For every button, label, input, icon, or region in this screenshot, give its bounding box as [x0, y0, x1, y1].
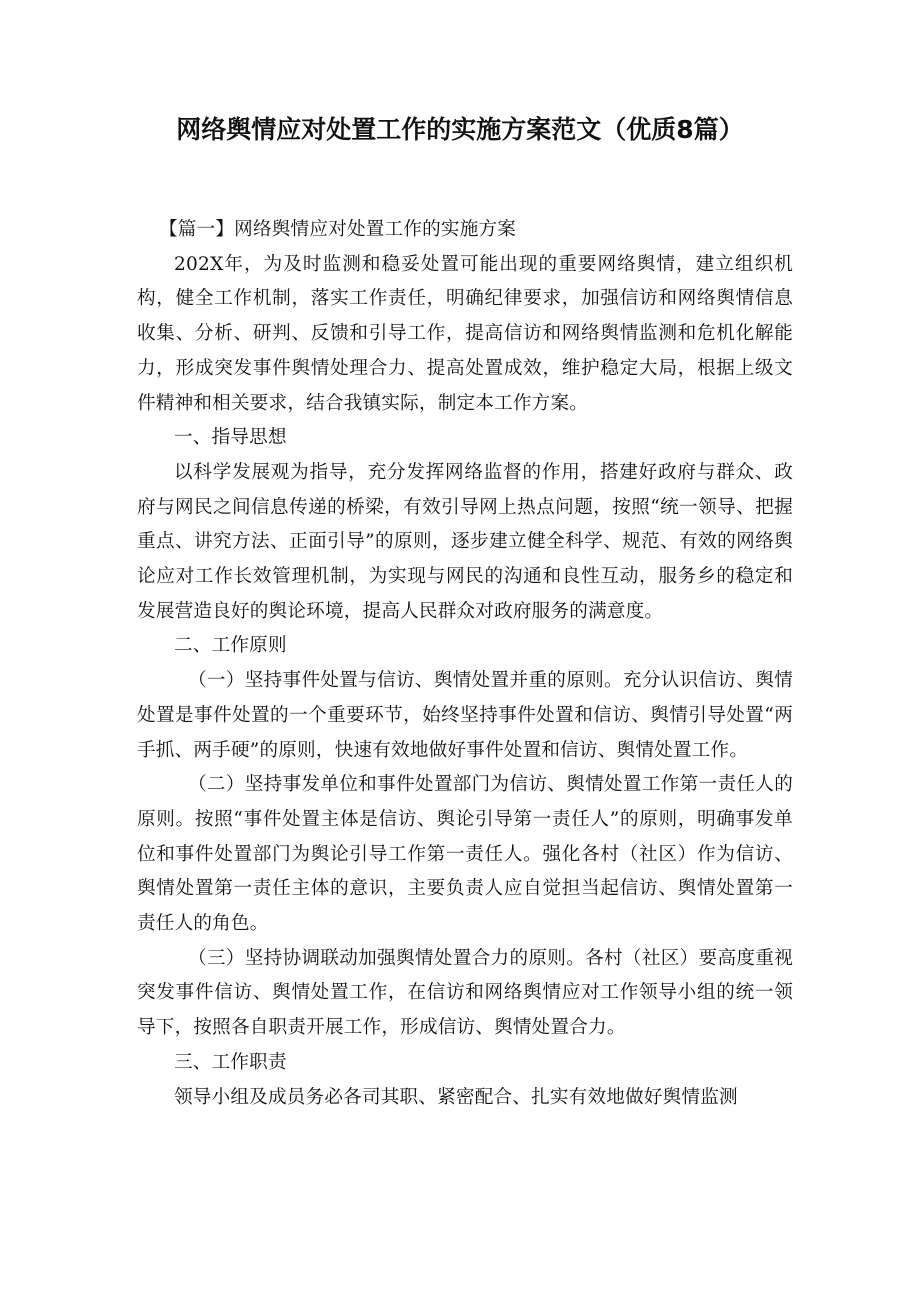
work-duties-paragraph: 领导小组及成员务必各司其职、紧密配合、扎实有效地做好舆情监测: [174, 1086, 738, 1108]
document-body: [137, 213, 793, 1115]
principle-2-paragraph: （二）坚持事发单位和事件处置部门为信访、舆情处置工作第一责任人的原则。按照“事件处置主体是信访、舆论引导第一责任人”的原则，明确事发单位和事件处置部门为舆论引导工作第一责任人。强化各村（社区）作为信访、舆情处置第一责任主体的意识，主要负责人应自觉担当起信访、舆情处置第一责任人的角色。: [137, 774, 793, 935]
principle-1-paragraph: （一）坚持事件处置与信访、舆情处置并重的原则。充分认识信访、舆情处置是事件处置的一个重要环节，始终坚持事件处置和信访、舆情引导处置“两手抓、两手硬”的原则，快速有效地做好事件处置和信访、舆情处置工作。: [137, 670, 793, 761]
principle-3-paragraph: （三）坚持协调联动加强舆情处置合力的原则。各村（社区）要高度重视突发事件信访、舆情处置工作，在信访和网络舆情应对工作领导小组的统一领导下，按照各自职责开展工作，形成信访、舆情处置合力。: [137, 947, 793, 1039]
intro-paragraph: 202X年，为及时监测和稳妥处置可能出现的重要网络舆情，建立组织机构，健全工作机制，落实工作责任，明确纪律要求，加强信访和网络舆情信息收集、分析、研判、反馈和引导工作，提高信访和网络舆情监测和危机化解能力，形成突发事件舆情处理合力、提高处置成效，维护稳定大局，根据上级文件精神和相关要求，结合我镇实际，制定本工作方案。: [137, 253, 793, 414]
section-title: 【篇一】网络舆情应对处置工作的实施方案: [159, 219, 517, 240]
heading-work-duties: 三、工作职责: [174, 1051, 287, 1073]
heading-work-principles: 二、工作原则: [174, 635, 287, 657]
heading-guiding-ideology: 一、指导思想: [174, 427, 287, 449]
guiding-ideology-paragraph: 以科学发展观为指导，充分发挥网络监督的作用，搭建好政府与群众、政府与网民之间信息传递的桥梁，有效引导网上热点问题，按照“统一领导、把握重点、讲究方法、正面引导”的原则，逐步建立健全科学、规范、有效的网络舆论应对工作长效管理机制，为实现与网民的沟通和良性互动，服务乡的稳定和发展营造良好的舆论环境，提高人民群众对政府服务的满意度。: [137, 461, 793, 622]
document-title: 网络舆情应对处置工作的实施方案范文（优质8篇）: [176, 115, 744, 144]
